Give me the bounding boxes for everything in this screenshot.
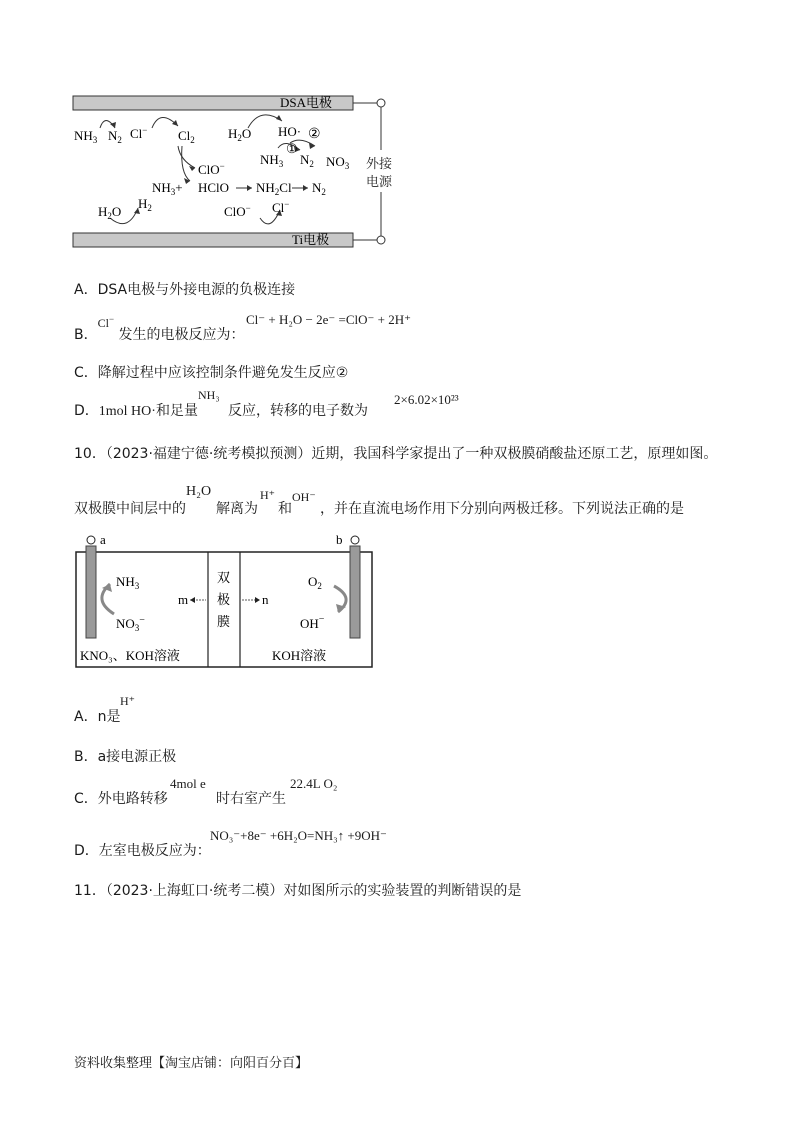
- q9-option-b-prefix: B．: [74, 327, 98, 343]
- svg-text:NO3−: $NO_3^-$: [116, 615, 145, 633]
- q9-option-d-prefix: D．: [74, 403, 99, 419]
- terminal-top: [377, 99, 385, 107]
- no3-label: NO: [326, 154, 345, 169]
- n2-label-2: N: [300, 152, 310, 167]
- electrode-a: [86, 546, 96, 638]
- cl2-label: Cl: [178, 128, 191, 143]
- label-m: m: [178, 592, 189, 607]
- right-solution: KOH溶液: [272, 648, 327, 663]
- nh2cl-label: NH: [256, 180, 275, 195]
- ti-cl-label: Cl: [272, 200, 285, 215]
- q9-option-d-text2: 反应，转移的电子数为: [228, 403, 368, 419]
- q10-line2-h2o: H₂O: [186, 484, 212, 499]
- q9-option-a: A．DSA电极与外接电源的负极连接: [74, 282, 296, 298]
- svg-text:H2O: $H_2O$: [228, 126, 252, 143]
- svg-text:OH−: OH−: [300, 614, 325, 631]
- svg-text:O2: $O_2$: [308, 574, 322, 591]
- svg-text:NH3+: $NH_3+$: [152, 180, 183, 197]
- q10-header: 10．（2023·福建宁德·统考模拟预测）近期，我国科学家提出了一种双极膜硝酸盐还原工艺，原理如图。: [74, 446, 718, 462]
- q9-option-b-equation: Cl⁻ + H₂O − 2e⁻ =ClO⁻ + 2H⁺: [246, 312, 411, 327]
- q10-line2-c: ，并在直流电场作用下分别向两极迁移。下列说法正确的是: [320, 501, 684, 517]
- q9-option-d-text1: 和足量: [155, 403, 198, 419]
- svg-text:NH3: $NH_3$: [116, 574, 140, 591]
- footer-text: 资料收集整理【淘宝店铺：向阳百分百】: [74, 1056, 309, 1071]
- clo-minus-label: ClO: [198, 162, 220, 177]
- step2-label: ②: [308, 127, 321, 142]
- q9-option-d-mol: 1mol HO·: [98, 404, 156, 419]
- hclo-label: HClO: [198, 180, 230, 195]
- terminal-b: [351, 536, 359, 544]
- svg-text:N2: $N_2$: [300, 152, 314, 169]
- terminal-a: [87, 536, 95, 544]
- svg-text:NH3: $NH_3$: [74, 128, 98, 145]
- terminal-bottom: [377, 236, 385, 244]
- q9-option-b-species: Cl−: [97, 314, 115, 330]
- nh3-d2: NH: [116, 574, 135, 589]
- ti-clo-label: ClO: [224, 204, 246, 219]
- power-label-2: 电源: [366, 174, 393, 189]
- q10-option-a: A．n是: [74, 709, 121, 725]
- q10-option-c-value2: 22.4L O₂: [290, 776, 338, 791]
- electrolysis-diagram-1: [60, 88, 400, 258]
- q9-option-b-text: 发生的电极反应为：: [118, 327, 245, 343]
- q9-option-d-value: 2×6.02×10²³: [394, 392, 459, 407]
- q11-header: 11．（2023·上海虹口·统考二模）对如图所示的实验装置的判断错误的是: [74, 883, 522, 899]
- nh3-label: NH: [74, 128, 93, 143]
- dsa-label: DSA电极: [280, 95, 333, 110]
- membrane-label-2: 极: [217, 592, 231, 607]
- power-label-1: 外接: [366, 156, 393, 171]
- left-solution: KNO₃、KOH溶液: [80, 648, 180, 663]
- label-b: b: [336, 532, 343, 547]
- svg-text:Cl−: Cl−: [272, 199, 290, 215]
- n2-label-3: N: [312, 180, 322, 195]
- svg-text:Cl2: $Cl_2$: [178, 128, 195, 145]
- q10-option-c-mid: 时右室产生: [216, 791, 286, 807]
- h2-label: H: [138, 196, 148, 211]
- q10-line2-a: 双极膜中间层中的: [74, 501, 186, 517]
- q10-line2-and: 和: [278, 501, 292, 517]
- q10-option-c-prefix: C．外电路转移: [74, 791, 168, 807]
- oh-d2: OH: [300, 616, 319, 631]
- q9-option-d: [74, 400, 198, 420]
- q10-option-a-value: H⁺: [120, 694, 135, 708]
- q10-option-c-value1: 4mol e: [170, 776, 206, 791]
- svg-text:N2: $N_2$: [108, 128, 122, 145]
- h2o-label: H: [228, 126, 238, 141]
- q10-line2-b: 解离为: [216, 501, 258, 517]
- svg-text:Cl−: Cl−: [130, 125, 148, 141]
- svg-text:N2: $N_2$: [312, 180, 326, 197]
- q10-line2-oh: OH⁻: [292, 490, 316, 504]
- q10-line2-h: H⁺: [260, 488, 275, 502]
- cl-minus-label: Cl: [130, 126, 143, 141]
- svg-text:H2: $H_2$: [138, 196, 152, 213]
- electrode-b: [350, 546, 360, 638]
- membrane-label-3: 膜: [217, 614, 231, 629]
- nh3-plus-label: NH: [152, 180, 171, 195]
- label-n: n: [262, 592, 269, 607]
- svg-text:NH2Cl: $NH_2Cl$: [256, 180, 292, 197]
- q9-option-b: [74, 314, 245, 344]
- ti-h2o-label: H: [98, 204, 108, 219]
- svg-text:NO3: $NO_3$: [326, 154, 350, 171]
- nh3-label-2: NH: [260, 152, 279, 167]
- q10-option-d-equation: NO₃⁻+8e⁻ +6H₂O=NH₃↑ +9OH⁻: [210, 828, 387, 843]
- o2-d2: O: [308, 574, 318, 589]
- svg-text:H2O: $H_2O$: [98, 204, 122, 221]
- ti-label: Ti电极: [292, 232, 330, 247]
- q9-option-d-species: NH₃: [198, 388, 220, 402]
- q9-option-c: C．降解过程中应该控制条件避免发生反应②: [74, 365, 349, 381]
- svg-text:ClO−: ClO−: [224, 203, 251, 219]
- n2-label: N: [108, 128, 118, 143]
- no3-d2: NO: [116, 616, 135, 631]
- svg-text:NH3: $NH_3$: [260, 152, 284, 169]
- step1-label: ①: [286, 141, 298, 156]
- membrane-label-1: 双: [217, 570, 231, 585]
- q10-option-b: B．a接电源正极: [74, 749, 177, 765]
- label-a: a: [100, 532, 106, 547]
- ho-radical-label: HO·: [278, 124, 302, 139]
- bipolar-membrane-diagram: [72, 532, 378, 672]
- q10-option-d-prefix: D．左室电极反应为：: [74, 843, 211, 859]
- svg-text:ClO−: ClO−: [198, 161, 225, 177]
